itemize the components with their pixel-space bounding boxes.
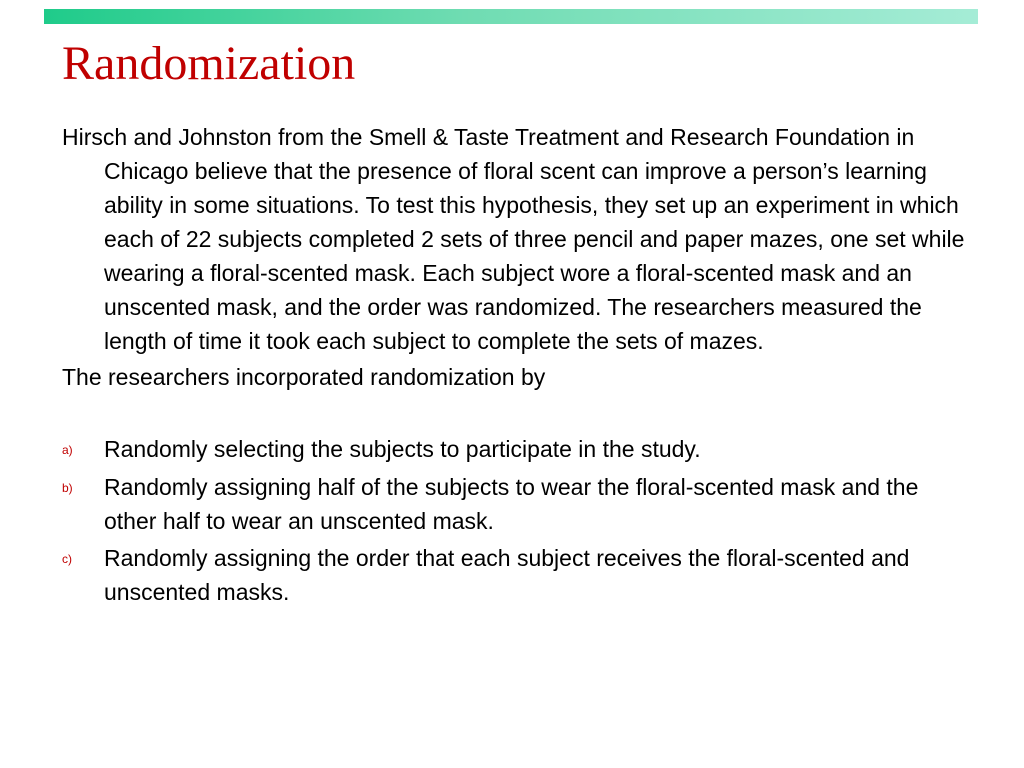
decorative-header-bar — [44, 9, 978, 24]
slide-title: Randomization — [62, 37, 356, 90]
option-c[interactable] — [62, 541, 972, 609]
option-a[interactable] — [62, 432, 972, 467]
slide-body — [62, 120, 972, 612]
option-b-text: Randomly assigning half of the subjects to wear the floral-scented mask and the other half to wear an unscented mask. — [104, 474, 919, 534]
option-c-text: Randomly assigning the order that each subject receives the floral-scented and unscented masks. — [104, 545, 910, 605]
question-text: The researchers incorporated randomization by — [62, 364, 546, 390]
intro-paragraph: Hirsch and Johnston from the Smell & Taste Treatment and Research Foundation in Chicago believe that the presence of floral scent can improve a person’s learning ability in some situations. To test this hypothesis, they set up an experiment in which each of 22 subjects completed 2 sets of three pencil and paper mazes, one set while wearing a floral-scented mask. Each subject wore a floral-scented mask and an unscented mask, and the order was randomized. The researchers measured the length of time it took each subject to complete the sets of mazes. — [62, 124, 965, 354]
option-a-text: Randomly selecting the subjects to participate in the study. — [104, 436, 701, 462]
option-b-marker: b) — [62, 481, 73, 495]
option-a-marker: a) — [62, 443, 73, 457]
option-b[interactable] — [62, 470, 972, 538]
option-c-marker: c) — [62, 552, 72, 566]
